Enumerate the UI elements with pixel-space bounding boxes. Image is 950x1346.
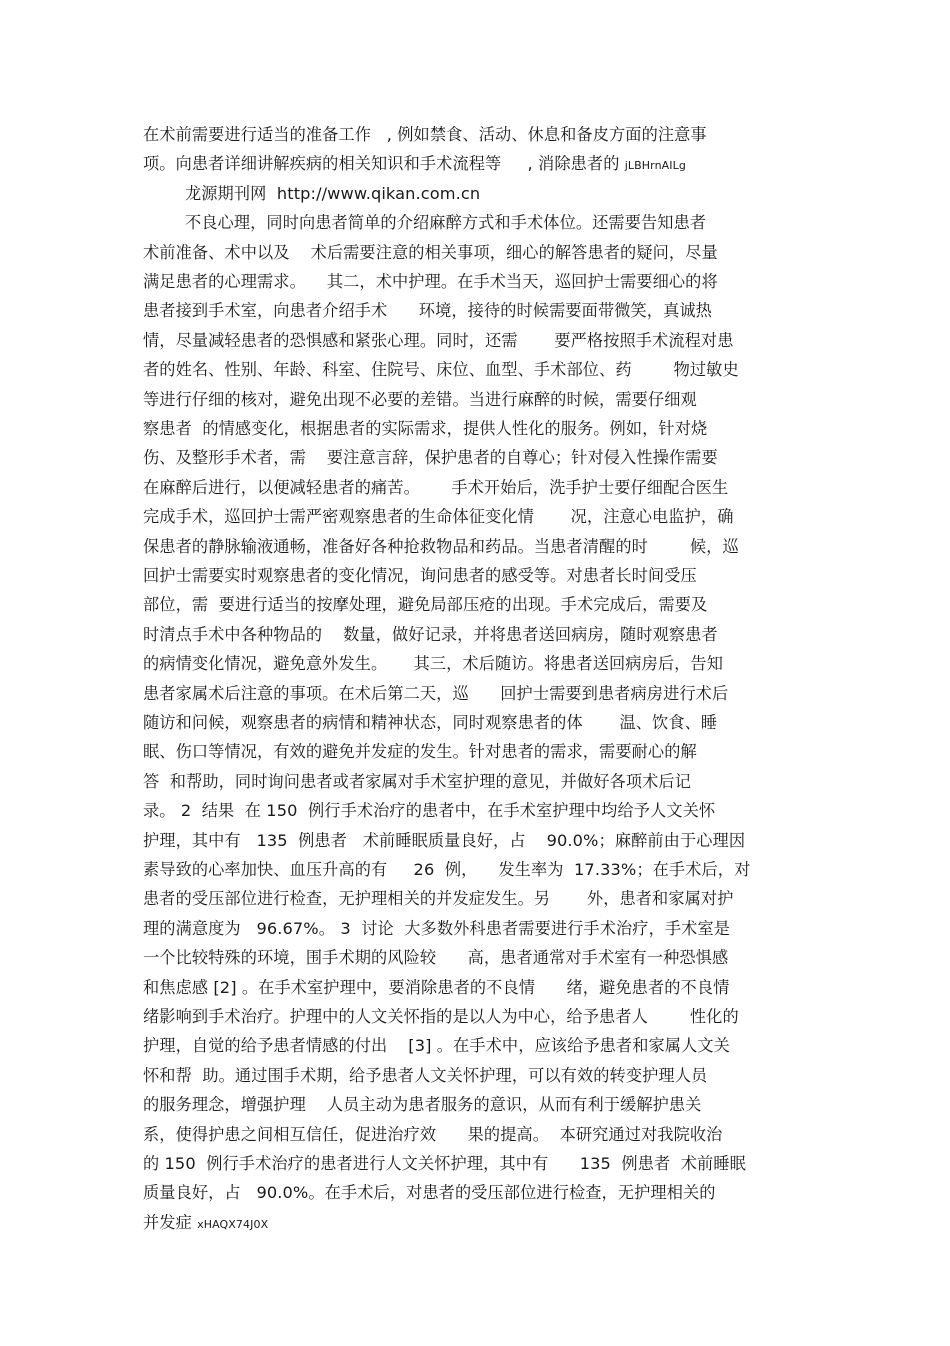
text-line xyxy=(143,477,728,499)
line-text: 眠、伤口等情况，有效的避免并发症的发生。针对患者的需求，需要耐心的解 xyxy=(143,742,697,762)
line-text: 部位，需 要进行适当的按摩处理，避免局部压疮的出现。手术完成后，需要及 xyxy=(143,595,708,615)
line-text: 者的姓名、性别、年龄、科室、住院号、床位、血型、手术部位、药 物过敏史 xyxy=(143,360,739,380)
line-text: 患者的受压部位进行检查，无护理相关的并发症发生。另 外，患者和家属对护 xyxy=(143,889,734,909)
text-line xyxy=(143,947,728,969)
text-line xyxy=(143,153,686,177)
line-text: 不良心理，同时向患者简单的介绍麻醉方式和手术体位。还需要告知患者 xyxy=(143,213,707,233)
text-line xyxy=(143,330,734,352)
line-text: 录。 2 结果 在 150 例行手术治疗的患者中，在手术室护理中均给予人文关怀 xyxy=(143,801,716,821)
line-text: 伤、及整形手术者，需 要注意言辞，保护患者的自尊心；针对侵入性操作需要 xyxy=(143,448,718,468)
text-line xyxy=(143,565,697,587)
line-text: 随访和问候，观察患者的病情和精神状态，同时观察患者的体 温、饮食、睡 xyxy=(143,713,718,732)
text-line xyxy=(143,1094,701,1116)
text-line xyxy=(143,447,718,469)
text-line xyxy=(143,1065,707,1087)
text-line xyxy=(143,418,707,440)
text-line xyxy=(143,506,734,528)
line-text: 和焦虑感 [2] 。在手术室护理中，要消除患者的不良情 绪，避免患者的不良情 xyxy=(143,977,730,997)
line-text: 理的满意度为 96.67%。 3 讨论 大多数外科患者需要进行手术治疗，手术室是 xyxy=(143,918,731,938)
text-line xyxy=(143,800,715,822)
code-string: xHAQX74J0X xyxy=(197,1217,269,1231)
line-text: 等进行仔细的核对，避免出现不必要的差错。当进行麻醉的时候，需要仔细观 xyxy=(143,389,697,409)
line-text: 龙源期刊网 http://www.qikan.com.cn xyxy=(143,183,481,203)
line-text: 患者接到手术室，向患者介绍手术 环境，接待的时候需要面带微笑，真诚热 xyxy=(143,301,712,321)
line-text: 一个比较特殊的环境，围手术期的风险较 高，患者通常对手术室有一种恐惧感 xyxy=(143,948,729,968)
text-line xyxy=(143,1153,746,1175)
text-line xyxy=(143,830,745,852)
line-text: 完成手术，巡回护士需严密观察患者的生命体征变化情 况，注意心电监护，确 xyxy=(143,507,734,527)
line-text: 质量良好，占 90.0%。在手术后，对患者的受压部位进行检查，无护理相关的 xyxy=(143,1183,716,1203)
text-line xyxy=(143,242,718,264)
text-line xyxy=(143,683,728,705)
text-line xyxy=(143,859,750,881)
text-line xyxy=(143,594,707,616)
text-line xyxy=(143,389,697,411)
text-line xyxy=(143,918,730,940)
text-line xyxy=(143,888,734,910)
text-line xyxy=(143,624,718,646)
text-line xyxy=(143,1124,722,1146)
text-line xyxy=(143,1006,739,1028)
line-text: 回护士需要实时观察患者的变化情况，询问患者的感受等。对患者长时间受压 xyxy=(143,566,697,585)
line-text: 护理，自觉的给予患者情感的付出 [3] 。在手术中，应该给予患者和家属人文关 xyxy=(143,1036,730,1056)
line-text: 项。向患者详细讲解疾病的相关知识和手术流程等 , 消除患者的 xyxy=(143,154,620,174)
line-text: 术前准备、术中以及 术后需要注意的相关事项，细心的解答患者的疑问，尽量 xyxy=(143,242,718,262)
line-text: 时清点手术中各种物品的 数量，做好记录，并将患者送回病房，随时观察患者 xyxy=(143,624,718,644)
line-text: 的病情变化情况，避免意外发生。 其三，术后随访。将患者送回病房后，告知 xyxy=(143,654,723,674)
text-line xyxy=(143,300,712,322)
line-text: 患者家属术后注意的事项。在术后第二天，巡 回护士需要到患者病房进行术后 xyxy=(143,683,729,703)
text-line xyxy=(143,212,706,234)
text-line xyxy=(143,359,739,381)
line-text: 答 和帮助，同时询问患者或者家属对手术室护理的意见，并做好各项术后记 xyxy=(143,771,691,791)
text-line xyxy=(143,124,707,146)
text-line xyxy=(143,183,480,205)
line-text: 系，使得护患之间相互信任，促进治疗效 果的提高。 本研究通过对我院收治 xyxy=(143,1124,723,1144)
line-text: 的 150 例行手术治疗的患者进行人文关怀护理，其中有 135 例患者 术前睡眠 xyxy=(143,1154,746,1173)
line-text: 在麻醉后进行，以便减轻患者的痛苦。 手术开始后，洗手护士要仔细配合医生 xyxy=(143,477,729,497)
text-line xyxy=(143,977,729,999)
line-text: 察患者 的情感变化，根据患者的实际需求，提供人性化的服务。例如，针对烧 xyxy=(143,419,708,438)
line-text: 情，尽量减轻患者的恐惧感和紧张心理。同时，还需 要严格按照手术流程对患 xyxy=(143,330,734,350)
line-text: 素导致的心率加快、血压升高的有 26 例， 发生率为 17.33%；在手术后，对 xyxy=(143,860,751,879)
text-line xyxy=(143,741,697,763)
line-text: 护理，其中有 135 例患者 术前睡眠质量良好，占 90.0%；麻醉前由于心理因 xyxy=(143,830,746,850)
text-line xyxy=(143,1212,268,1236)
line-text: 怀和帮 助。通过围手术期，给予患者人文关怀护理，可以有效的转变护理人员 xyxy=(143,1065,708,1085)
text-line xyxy=(143,653,723,675)
text-line xyxy=(143,712,717,734)
text-line xyxy=(143,271,718,293)
line-text: 在术前需要进行适当的准备工作 , 例如禁食、活动、休息和备皮方面的注意事 xyxy=(143,125,707,144)
text-line xyxy=(143,1182,716,1204)
code-string: jLBHrnAILg xyxy=(624,159,686,173)
text-line xyxy=(143,771,691,793)
line-text: 绪影响到手术治疗。护理中的人文关怀指的是以人为中心，给予患者人 性化的 xyxy=(143,1007,739,1026)
text-line xyxy=(143,1035,730,1057)
text-line xyxy=(143,536,739,558)
line-text: 满足患者的心理需求。 其二，术中护理。在手术当天，巡回护士需要细心的将 xyxy=(143,272,718,291)
line-text: 并发症 xyxy=(143,1212,192,1232)
line-text: 的服务理念，增强护理 人员主动为患者服务的意识，从而有利于缓解护患关 xyxy=(143,1095,702,1115)
line-text: 保患者的静脉输液通畅，准备好各种抢救物品和药品。当患者清醒的时 候，巡 xyxy=(143,536,739,556)
